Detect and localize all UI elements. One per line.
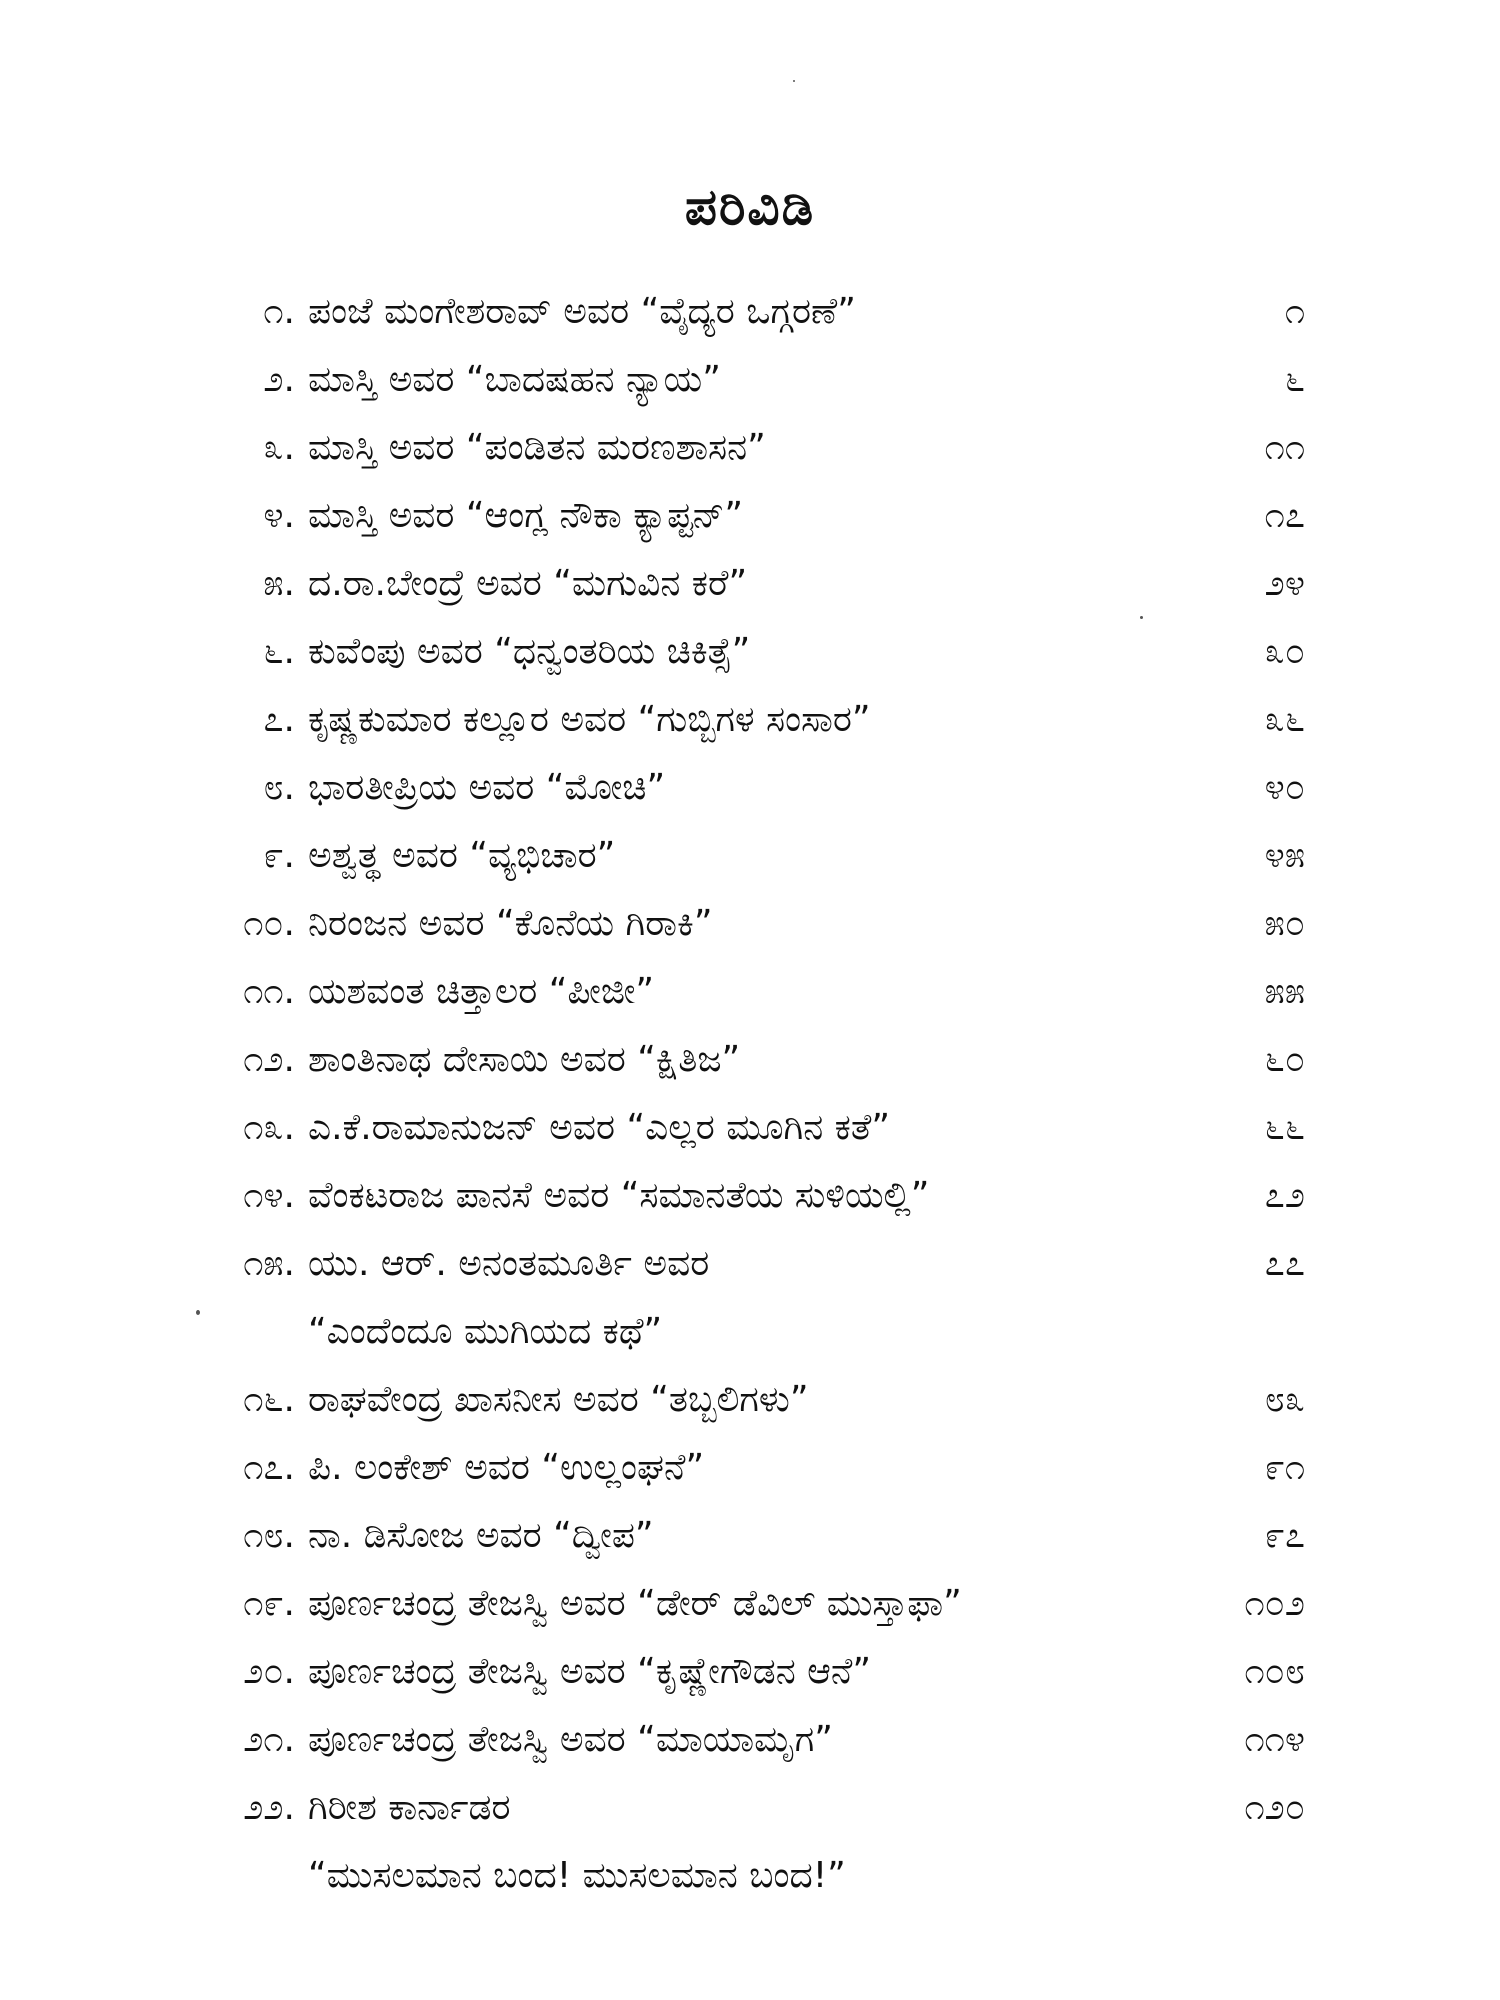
entry-title: ಕೃಷ್ಣಕುಮಾರ ಕಲ್ಲೂರ ಅವರ “ಗುಬ್ಬಿಗಳ ಸಂಸಾರ” <box>308 699 871 740</box>
entry-page-number: ೮೩ <box>1264 1379 1305 1420</box>
entry-number: ೧೮. <box>243 1515 295 1556</box>
toc-entry <box>0 822 1500 890</box>
toc-entry <box>0 1706 1500 1774</box>
entry-number: ೧೦. <box>243 903 295 944</box>
toc-entry <box>0 618 1500 686</box>
entry-page-number: ೭೭ <box>1264 1243 1305 1284</box>
toc-entry <box>0 1434 1500 1502</box>
entry-page-number: ೧೧೪ <box>1244 1719 1305 1760</box>
entry-title-continued: “ಮುಸಲಮಾನ ಬಂದ! ಮುಸಲಮಾನ ಬಂದ!” <box>308 1855 846 1896</box>
entry-number: ೧೧. <box>243 971 295 1012</box>
entry-number: ೬. <box>263 631 295 672</box>
entry-title: ಯು. ಆರ್. ಅನಂತಮೂರ್ತಿ ಅವರ <box>308 1243 710 1284</box>
toc-entry <box>0 890 1500 958</box>
entry-number: ೨೧. <box>243 1719 295 1760</box>
entry-number: ೯. <box>263 835 295 876</box>
toc-entry <box>0 1026 1500 1094</box>
toc-entry <box>0 414 1500 482</box>
scan-speck <box>793 80 795 82</box>
entry-number: ೨. <box>263 359 295 400</box>
entry-page-number: ೭೨ <box>1264 1175 1305 1216</box>
toc-entry <box>0 482 1500 550</box>
entry-number: ೧೨. <box>243 1039 295 1080</box>
toc-entry <box>0 1502 1500 1570</box>
toc-entry <box>0 754 1500 822</box>
entry-page-number: ೯೧ <box>1264 1447 1305 1488</box>
entry-title: ರಾಘವೇಂದ್ರ ಖಾಸನೀಸ ಅವರ “ತಬ್ಬಲಿಗಳು” <box>308 1379 809 1420</box>
entry-number: ೧೬. <box>243 1379 295 1420</box>
entry-title: ಮಾಸ್ತಿ ಅವರ “ಬಾದಷಹನ ನ್ಯಾಯ” <box>308 359 721 400</box>
scan-speck <box>196 1310 200 1315</box>
entry-number: ೨೦. <box>243 1651 295 1692</box>
entry-page-number: ೧ <box>1284 291 1305 332</box>
toc-entry-continuation <box>0 1298 1500 1366</box>
table-of-contents <box>0 278 1500 1910</box>
scan-speck <box>1140 616 1143 619</box>
toc-entry <box>0 1570 1500 1638</box>
toc-entry <box>0 550 1500 618</box>
entry-number: ೮. <box>263 767 295 808</box>
entry-title: ವೆಂಕಟರಾಜ ಪಾನಸೆ ಅವರ “ಸಮಾನತೆಯ ಸುಳಿಯಲ್ಲಿ” <box>308 1175 930 1216</box>
toc-entry <box>0 1230 1500 1298</box>
toc-entry <box>0 1162 1500 1230</box>
entry-title: ಕುವೆಂಪು ಅವರ “ಧನ್ವಂತರಿಯ ಚಿಕಿತ್ಸೆ” <box>308 631 751 672</box>
entry-title: ಯಶವಂತ ಚಿತ್ತಾಲರ “ಪೀಜೀ” <box>308 971 655 1012</box>
entry-page-number: ೧೨೦ <box>1244 1787 1305 1828</box>
toc-entry-continuation <box>0 1842 1500 1910</box>
entry-number: ೨೨. <box>243 1787 295 1828</box>
toc-entry <box>0 958 1500 1026</box>
entry-page-number: ೩೬ <box>1264 699 1305 740</box>
entry-title: ನಿರಂಜನ ಅವರ “ಕೊನೆಯ ಗಿರಾಕಿ” <box>308 903 713 944</box>
entry-number: ೧೩. <box>243 1107 295 1148</box>
entry-title: ಗಿರೀಶ ಕಾರ್ನಾಡರ <box>308 1787 511 1828</box>
entry-number: ೧೭. <box>243 1447 295 1488</box>
entry-number: ೭. <box>263 699 295 740</box>
entry-page-number: ೪೫ <box>1264 835 1305 876</box>
entry-number: ೧. <box>263 291 295 332</box>
toc-entry <box>0 1774 1500 1842</box>
entry-page-number: ೯೭ <box>1264 1515 1305 1556</box>
entry-page-number: ೪೦ <box>1264 767 1305 808</box>
entry-page-number: ೧೦೨ <box>1244 1583 1305 1624</box>
entry-number: ೧೫. <box>243 1243 295 1284</box>
entry-title: ಪಿ. ಲಂಕೇಶ್ ಅವರ “ಉಲ್ಲಂಘನೆ” <box>308 1447 705 1488</box>
entry-title: ಶಾಂತಿನಾಥ ದೇಸಾಯಿ ಅವರ “ಕ್ಷಿತಿಜ” <box>308 1039 741 1080</box>
entry-number: ೧೪. <box>243 1175 295 1216</box>
entry-title: ಪೂರ್ಣಚಂದ್ರ ತೇಜಸ್ವಿ ಅವರ “ಡೇರ್ ಡೆವಿಲ್ ಮುಸ್ತಾಫಾ” <box>308 1583 962 1624</box>
entry-title-continued: “ಎಂದೆಂದೂ ಮುಗಿಯದ ಕಥೆ” <box>308 1311 663 1352</box>
entry-page-number: ೫೦ <box>1264 903 1305 944</box>
toc-entry <box>0 1094 1500 1162</box>
entry-page-number: ೨೪ <box>1264 563 1305 604</box>
entry-page-number: ೬೦ <box>1264 1039 1305 1080</box>
entry-page-number: ೬ <box>1284 359 1305 400</box>
entry-title: ದ.ರಾ.ಬೇಂದ್ರೆ ಅವರ “ಮಗುವಿನ ಕರೆ” <box>308 563 748 604</box>
entry-page-number: ೧೦೮ <box>1244 1651 1305 1692</box>
toc-entry <box>0 686 1500 754</box>
toc-entry <box>0 346 1500 414</box>
toc-entry <box>0 278 1500 346</box>
entry-title: ನಾ. ಡಿಸೋಜ ಅವರ “ದ್ವೀಪ” <box>308 1515 654 1556</box>
entry-title: ಪಂಜೆ ಮಂಗೇಶರಾವ್ ಅವರ “ವೈದ್ಯರ ಒಗ್ಗರಣೆ” <box>308 291 856 332</box>
entry-title: ಮಾಸ್ತಿ ಅವರ “ಆಂಗ್ಲ ನೌಕಾ ಕ್ಯಾಪ್ಟನ್” <box>308 495 744 536</box>
entry-page-number: ೧೧ <box>1264 427 1305 468</box>
entry-title: ಪೂರ್ಣಚಂದ್ರ ತೇಜಸ್ವಿ ಅವರ “ಕೃಷ್ಣೇಗೌಡನ ಆನೆ” <box>308 1651 872 1692</box>
entry-page-number: ೬೬ <box>1264 1107 1305 1148</box>
page-title: ಪರಿವಿಡಿ <box>684 178 816 236</box>
entry-title: ಪೂರ್ಣಚಂದ್ರ ತೇಜಸ್ವಿ ಅವರ “ಮಾಯಾಮೃಗ” <box>308 1719 833 1760</box>
entry-number: ೧೯. <box>243 1583 295 1624</box>
entry-number: ೪. <box>263 495 295 536</box>
entry-page-number: ೫೫ <box>1264 971 1305 1012</box>
entry-title: ಮಾಸ್ತಿ ಅವರ “ಪಂಡಿತನ ಮರಣಶಾಸನ” <box>308 427 766 468</box>
entry-title: ಅಶ್ವತ್ಥ ಅವರ “ವ್ಯಭಿಚಾರ” <box>308 835 616 876</box>
toc-entry <box>0 1366 1500 1434</box>
toc-entry <box>0 1638 1500 1706</box>
entry-page-number: ೩೦ <box>1264 631 1305 672</box>
entry-title: ಎ.ಕೆ.ರಾಮಾನುಜನ್ ಅವರ “ಎಲ್ಲರ ಮೂಗಿನ ಕತೆ” <box>308 1107 891 1148</box>
entry-number: ೫. <box>263 563 295 604</box>
entry-title: ಭಾರತೀಪ್ರಿಯ ಅವರ “ಮೋಚಿ” <box>308 767 666 808</box>
entry-page-number: ೧೭ <box>1264 495 1305 536</box>
entry-number: ೩. <box>263 427 295 468</box>
